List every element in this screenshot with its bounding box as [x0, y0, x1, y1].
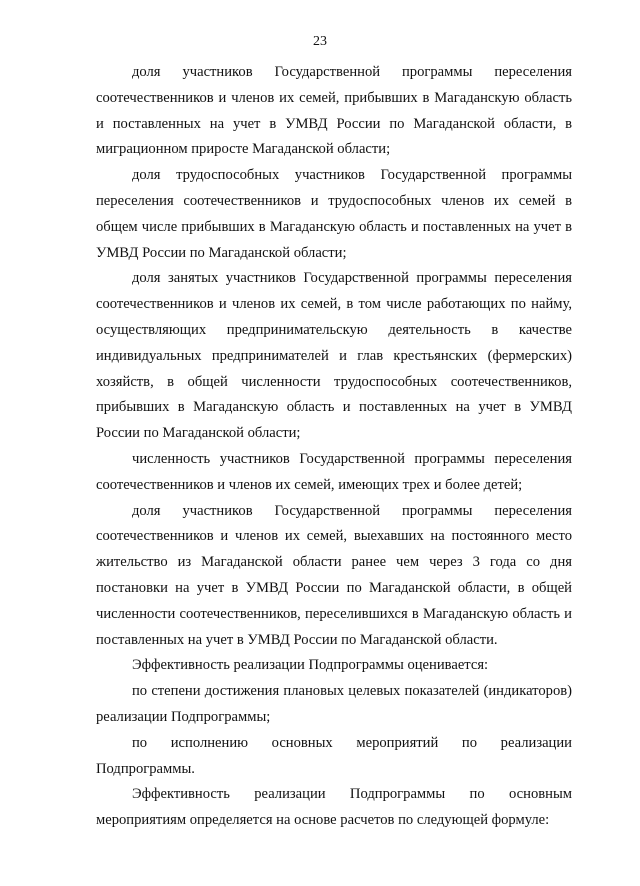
- paragraph-indicator-migration-share: доля участников Государственной программы переселения соотечественников и членов их семей, прибывших в Магаданскую область и поставленных на учет в УМВД России по Магаданской области, в миграционном приросте Магаданской области;: [96, 64, 572, 158]
- paragraph-efficiency-targets: по степени достижения плановых целевых показателей (индикаторов) реализации Подпрограммы;: [96, 683, 572, 725]
- paragraph-indicator-departed-share: доля участников Государственной программы переселения соотечественников и членов их семей, выехавших на постоянного место жительство из Магаданской области ранее чем через 3 года со дня постановки на учет в УМВД России по Магаданской области, в общей численности соотечественников, переселившихся в Магаданскую область и поставленных на учет в УМВД России по Магаданской области.: [96, 502, 572, 648]
- paragraph-indicator-employed-share: доля занятых участников Государственной программы переселения соотечественников и членов их семей, в том числе работающих по найму, осуществляющих предпринимательскую деятельность в качестве индивидуальных предпринимателей и глав крестьянских (фермерских) хозяйств, в общей численности трудоспособных соотечественников, прибывших в Магаданскую область и поставленных на учет в УМВД России по Магаданской области;: [96, 270, 572, 442]
- paragraph-indicator-able-bodied-share: доля трудоспособных участников Государственной программы переселения соотечественников и трудоспособных членов их семей в общем числе прибывших в Магаданскую область и поставленных на учет в УМВД России по Магаданской области;: [96, 167, 572, 261]
- body-text: [96, 60, 572, 834]
- paragraph-efficiency-formula: Эффективность реализации Подпрограммы по основным мероприятиям определяется на основе расчетов по следующей формуле:: [96, 786, 572, 829]
- paragraph-indicator-large-families: численность участников Государственной программы переселения соотечественников и членов их семей, имеющих трех и более детей;: [96, 450, 572, 493]
- paragraph-efficiency-measures: по исполнению основных мероприятий по реализации Подпрограммы.: [96, 734, 572, 777]
- page-number: 23: [313, 34, 327, 49]
- paragraph-efficiency-intro: Эффективность реализации Подпрограммы оценивается:: [132, 657, 489, 674]
